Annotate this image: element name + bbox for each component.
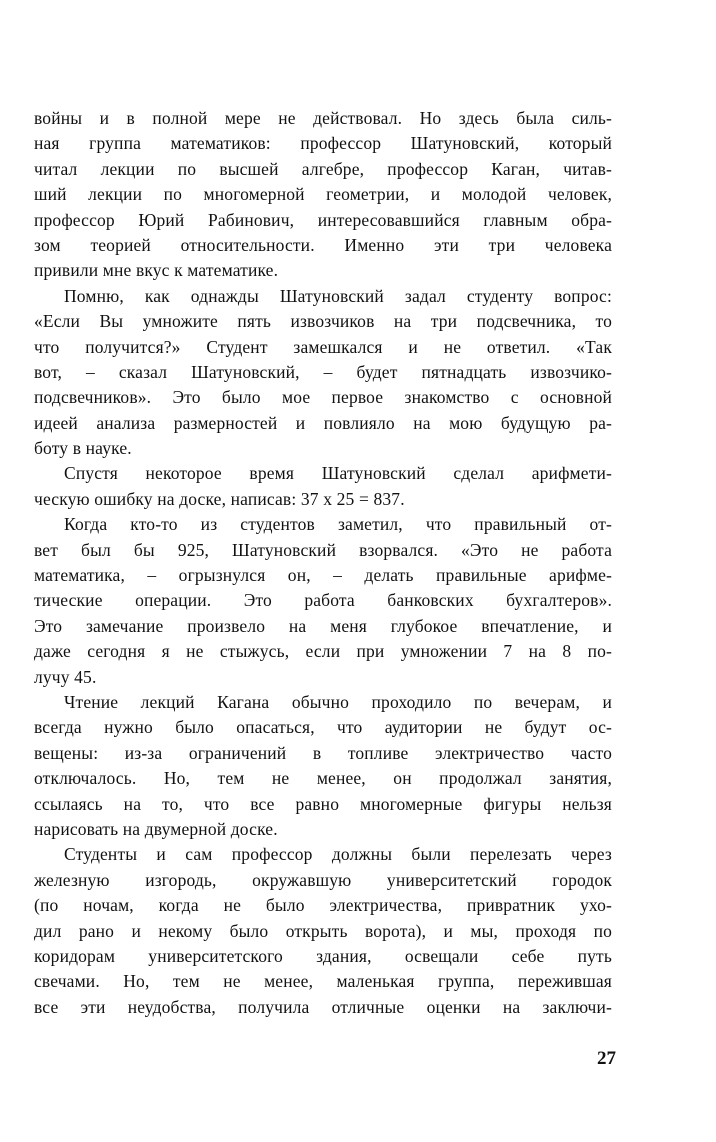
paragraph bbox=[34, 284, 612, 462]
paragraph bbox=[34, 512, 612, 690]
text-line: ческую ошибку на доске, написав: 37 x 25 = 837. bbox=[34, 488, 405, 509]
text-line: Чтение лекций Кагана обычно проходило по вечерам, и bbox=[64, 691, 612, 712]
text-line: Это замечание произвело на меня глубокое впечатление, и bbox=[34, 615, 612, 636]
page-number: 27 bbox=[597, 1048, 616, 1069]
text-line: ший лекции по многомерной геометрии, и молодой человек, bbox=[34, 184, 612, 205]
text-line: профессор Юрий Рабинович, интересовавшийся главным обра- bbox=[34, 209, 612, 230]
text-line: нарисовать на двумерной доске. bbox=[34, 818, 278, 839]
text-line: читал лекции по высшей алгебре, профессор Каган, читав- bbox=[34, 158, 612, 179]
text-line: дил рано и некому было открыть ворота), и мы, проходя по bbox=[34, 920, 612, 941]
text-line: Студенты и сам профессор должны были перелезать через bbox=[64, 844, 612, 865]
paragraph bbox=[34, 461, 612, 512]
text-line: идеей анализа размерностей и повлияло на мою будущую ра- bbox=[34, 412, 612, 433]
text-line: математика, – огрызнулся он, – делать правильные арифме- bbox=[34, 565, 612, 586]
text-line: «Если Вы умножите пять извозчиков на три подсвечника, то bbox=[34, 311, 612, 332]
text-line: лучу 45. bbox=[34, 666, 97, 687]
text-line: вот, – сказал Шатуновский, – будет пятнадцать извозчико- bbox=[34, 361, 612, 382]
text-line: тические операции. Это работа банковских бухгалтеров». bbox=[34, 590, 612, 611]
text-line: подсвечников». Это было мое первое знакомство с основной bbox=[34, 387, 612, 408]
paragraph bbox=[34, 690, 612, 842]
text-line: что получится?» Студент замешкался и не ответил. «Так bbox=[34, 336, 612, 357]
text-line: отключалось. Но, тем не менее, он продолжал занятия, bbox=[34, 768, 612, 789]
text-line: даже сегодня я не стыжусь, если при умножении 7 на 8 по- bbox=[34, 641, 612, 662]
paragraph bbox=[34, 842, 612, 1020]
text-line: Когда кто-то из студентов заметил, что правильный от- bbox=[64, 514, 612, 535]
text-line: зом теорией относительности. Именно эти три человека bbox=[34, 234, 612, 255]
text-line: вет был бы 925, Шатуновский взорвался. «Это не работа bbox=[34, 539, 612, 560]
text-line: железную изгородь, окружавшую университетский городок bbox=[34, 869, 612, 890]
body-text bbox=[34, 106, 612, 1020]
text-line: всегда нужно было опасаться, что аудитории не будут ос- bbox=[34, 717, 612, 738]
text-line: свечами. Но, тем не менее, маленькая группа, пережившая bbox=[34, 971, 612, 992]
text-line: (по ночам, когда не было электричества, привратник ухо- bbox=[34, 895, 612, 916]
text-line: ная группа математиков: профессор Шатуновский, который bbox=[34, 133, 612, 154]
text-line: вещены: из-за ограничений в топливе электричество часто bbox=[34, 742, 612, 763]
text-line: ссылаясь на то, что все равно многомерные фигуры нельзя bbox=[34, 793, 612, 814]
text-line: Спустя некоторое время Шатуновский сделал арифмети- bbox=[64, 463, 612, 484]
text-line: войны и в полной мере не действовал. Но здесь была силь- bbox=[34, 108, 612, 128]
text-line: привили мне вкус к математике. bbox=[34, 260, 279, 281]
text-line: боту в науке. bbox=[34, 438, 132, 459]
text-line: Помню, как однажды Шатуновский задал студенту вопрос: bbox=[64, 285, 612, 306]
text-line: все эти неудобства, получила отличные оценки на заключи- bbox=[34, 996, 612, 1017]
paragraph bbox=[34, 106, 612, 284]
text-line: коридорам университетского здания, освещали себе путь bbox=[34, 945, 612, 966]
